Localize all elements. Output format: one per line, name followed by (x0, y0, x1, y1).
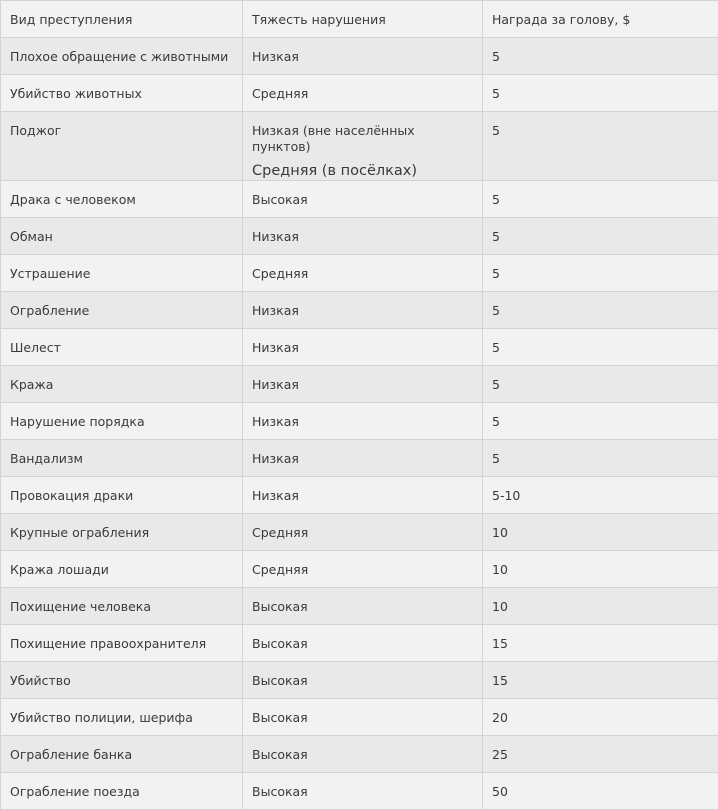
crime-type-cell: Убийство (1, 662, 243, 699)
table-row (1, 38, 718, 75)
bounty-reward-cell: 5 (483, 181, 718, 218)
severity-cell: Средняя (243, 75, 483, 112)
table-row (1, 736, 718, 773)
crime-type-cell: Обман (1, 218, 243, 255)
crime-type-cell: Шелест (1, 329, 243, 366)
bounty-reward-cell: 25 (483, 736, 718, 773)
table-row (1, 75, 718, 112)
table-row (1, 625, 718, 662)
header-severity: Тяжесть нарушения (243, 1, 483, 38)
table-row (1, 588, 718, 625)
severity-cell: Низкая (243, 477, 483, 514)
severity-cell: Низкая (243, 218, 483, 255)
crime-type-cell: Поджог (1, 112, 243, 181)
bounty-reward-cell: 10 (483, 514, 718, 551)
table-row (1, 181, 718, 218)
severity-cell (243, 112, 483, 181)
bounty-reward-cell: 50 (483, 773, 718, 810)
severity-cell: Низкая (243, 366, 483, 403)
bounty-reward-cell: 5 (483, 255, 718, 292)
severity-cell: Низкая (243, 329, 483, 366)
bounty-reward-cell: 10 (483, 588, 718, 625)
crime-type-cell: Кража лошади (1, 551, 243, 588)
bounty-reward-cell: 15 (483, 625, 718, 662)
severity-cell: Низкая (243, 440, 483, 477)
table-body (1, 38, 718, 810)
crime-type-cell: Кража (1, 366, 243, 403)
bounty-reward-cell: 5 (483, 292, 718, 329)
table-row (1, 255, 718, 292)
bounty-reward-cell: 10 (483, 551, 718, 588)
bounty-reward-cell: 5 (483, 38, 718, 75)
table-row (1, 403, 718, 440)
bounty-reward-cell: 5 (483, 112, 718, 181)
table-row (1, 699, 718, 736)
severity-cell: Высокая (243, 699, 483, 736)
crime-type-cell: Провокация драки (1, 477, 243, 514)
table-header-row (1, 1, 718, 38)
crime-type-cell: Драка с человеком (1, 181, 243, 218)
table-row (1, 773, 718, 810)
severity-cell: Высокая (243, 736, 483, 773)
severity-cell: Средняя (243, 514, 483, 551)
bounty-reward-cell: 5 (483, 440, 718, 477)
crime-type-cell: Убийство полиции, шерифа (1, 699, 243, 736)
severity-cell: Средняя (243, 255, 483, 292)
severity-cell: Низкая (243, 38, 483, 75)
table-row (1, 112, 718, 181)
crime-type-cell: Похищение человека (1, 588, 243, 625)
crime-type-cell: Ограбление банка (1, 736, 243, 773)
table-row (1, 440, 718, 477)
crime-type-cell: Убийство животных (1, 75, 243, 112)
bounty-reward-cell: 5 (483, 403, 718, 440)
severity-cell: Низкая (243, 292, 483, 329)
table-row (1, 366, 718, 403)
table-row (1, 329, 718, 366)
bounty-reward-cell: 5-10 (483, 477, 718, 514)
crime-type-cell: Ограбление (1, 292, 243, 329)
crime-type-cell: Ограбление поезда (1, 773, 243, 810)
severity-cell: Низкая (243, 403, 483, 440)
severity-cell: Средняя (243, 551, 483, 588)
severity-cell: Высокая (243, 662, 483, 699)
crime-type-cell: Похищение правоохранителя (1, 625, 243, 662)
header-crime-type: Вид преступления (1, 1, 243, 38)
table-row (1, 662, 718, 699)
table-row (1, 218, 718, 255)
crime-type-cell: Вандализм (1, 440, 243, 477)
bounty-reward-cell: 5 (483, 329, 718, 366)
table-row (1, 477, 718, 514)
crime-type-cell: Плохое обращение с животными (1, 38, 243, 75)
bounty-reward-cell: 5 (483, 366, 718, 403)
bounty-reward-cell: 5 (483, 218, 718, 255)
table-row (1, 514, 718, 551)
crime-type-cell: Устрашение (1, 255, 243, 292)
severity-cell: Высокая (243, 773, 483, 810)
severity-text: Низкая (вне населённых пунктов) (252, 123, 415, 154)
table-row (1, 551, 718, 588)
crime-type-cell: Нарушение порядка (1, 403, 243, 440)
severity-cell: Высокая (243, 625, 483, 662)
severity-cell: Высокая (243, 181, 483, 218)
bounty-reward-cell: 5 (483, 75, 718, 112)
crime-type-cell: Крупные ограбления (1, 514, 243, 551)
bounty-reward-cell: 20 (483, 699, 718, 736)
header-bounty-reward: Награда за голову, $ (483, 1, 718, 38)
severity-text-secondary: Средняя (в посёлках) (252, 162, 473, 180)
bounty-reward-cell: 15 (483, 662, 718, 699)
table-row (1, 292, 718, 329)
severity-cell: Высокая (243, 588, 483, 625)
